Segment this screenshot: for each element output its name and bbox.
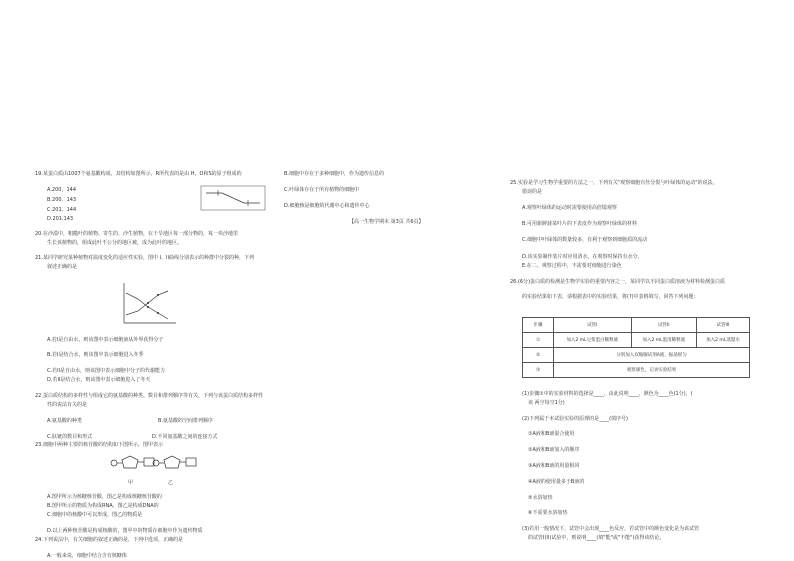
q26-list-item: ⑤水浴加热	[528, 495, 553, 501]
q20-line1: 20.在沙漠中，粗糙叶的植物、寄生的、沙生植物，在干旱地区每一部分物的，每一块沙地里	[35, 231, 238, 237]
q25-option-b: B.可用新鲜菠菜叶片的下表皮作为观察叶绿体的材料	[522, 221, 638, 227]
q22-option-c: C.肽链的数目和形式	[47, 434, 93, 440]
q19-option-d: D.201,143	[47, 216, 74, 222]
table-header: 试管III	[696, 318, 749, 333]
q26-sub3: (3)若用一般情况下，试管中会出现____色反应，若试管中的颜色变化是为该试管	[522, 526, 700, 532]
table-cell: 加入2 mL蒸馏水	[696, 333, 749, 348]
q26-list-item: ④A液的使用量多于B液的	[528, 479, 585, 485]
q26-list-item: ⑥不需要水浴加热	[528, 510, 568, 516]
q24-option-a: A.一般来说，细胞中结合含有核糖体	[47, 553, 127, 559]
q19-stem: 19.某蛋白质由1007个氨基酸构成，其结构如图所示，R所代表的是由 H、O和S的原子组成的	[35, 171, 242, 177]
q22-option-a: A.氨基酸的种类	[47, 418, 82, 424]
table-row	[523, 333, 750, 348]
table-cell: 加入2 mL蛋清稀释液	[631, 333, 696, 348]
q23-option-a: A.图甲所示为核糖核苷酸，图乙是构成核糖核苷酸的	[47, 494, 162, 500]
q24-option-b: B.细胞中存在于多种细胞中，作为遗传信息的	[284, 171, 385, 177]
table-cell: 观察颜色，记录实验结果	[554, 363, 750, 378]
q19-option-c: C.201、144	[47, 207, 77, 213]
page-footer: 【高一生物学期末 第3页 共6页】	[349, 219, 424, 225]
q22-option-b: B.氨基酸的空间排列顺序	[158, 418, 214, 424]
table-cell: 加入2 mL豆浆蛋白稀释液	[554, 333, 632, 348]
q25-option-c: C.细胞中叶绿体的数量较多，有利于观察到细胞质的流动	[522, 237, 648, 243]
q23-option-d: D.以上两种核苷酸是构成核酸的，图甲中的物质在细胞中作为遗传物质	[47, 528, 203, 534]
q21-option-d: D.若II是结合水，则该图中表示细胞进入了冬天	[47, 377, 151, 383]
table-header-row	[523, 318, 750, 333]
q21-option-a: A.若I是自由水，则该图中表示细胞液从外界获得分子	[47, 337, 164, 343]
table-cell: ②	[523, 348, 554, 363]
q22-stem: 22.蛋白质结构的多样性与组成它的氨基酸的种类、数目和排列顺序等有关，下列与该蛋白质结构多样性	[35, 393, 263, 399]
nucleotide-figure-jia	[108, 452, 156, 482]
q21-option-b: B.若I是结合水，则该图中表示细胞进入冬季	[47, 352, 144, 358]
q25-option-a: A.观察叶绿体的运动时需要使用高倍镜观察	[522, 205, 617, 211]
nucleotide-figure-yi	[150, 452, 198, 482]
q19-option-b: B.200、143	[47, 197, 77, 203]
q19-option-a: A.200、144	[47, 187, 77, 193]
q21-option-c: C.若II是自由水，则该图中表示细胞中分子的代谢能力	[47, 368, 166, 374]
q21-stem: 21.某同学研究某种植物对温度变化的适应性实验，图中 I、II曲线分别表示的种群中分裂的种，下列	[35, 255, 254, 261]
figure-label-yi: 乙	[168, 480, 174, 486]
q25-option-e: E.在二、观察过程中，不需要对细胞进行染色	[522, 263, 622, 269]
q26-sub3b: 的试管I(II)试验中，则说明____(填"能"或"不能")获得该结论。	[528, 535, 665, 541]
q25-stem: 25.实验是学习生物学重要的方法之一，下列有关"观察细胞有丝分裂与叶绿体的运动"的说法，	[510, 180, 718, 186]
q24-option-d: D.细胞核是细胞的代谢中心和遗传中心	[284, 203, 370, 209]
table-cell: 分别加入双缩脲试剂A液，振荡摇匀	[554, 348, 750, 363]
q24-stem: 24.下列说法中，有关细胞的叙述正确的是，下列中选项，正确的是	[35, 537, 183, 543]
q26-sub1: (1)步骤①中的实验材料的选择是____，由此说明____，颜色为____色(1分)，(	[522, 391, 693, 397]
q25-line2: 错误的是	[522, 189, 543, 195]
q26-list-item: ③A液和B液的用量相同	[528, 463, 580, 469]
q22-option-d: D.不同氨基酸之间的连接方式	[152, 434, 218, 440]
table-cell: ①	[523, 333, 554, 348]
q26-sub1b: 该 两空每空1分)	[528, 400, 565, 406]
q25-option-d: D.该实验制作装片时应用清水，在观察时保持有水分，	[522, 254, 643, 260]
q26-sub2: (2)下列属于本试验实验的原理的是____(填序号)	[522, 416, 628, 422]
q26-list-item: ①A液和B液混合使用	[528, 431, 575, 437]
table-header: 步骤	[523, 318, 554, 333]
table-header: 试管II	[631, 318, 696, 333]
q26-table	[522, 317, 750, 378]
table-row	[523, 363, 750, 378]
protein-structure-figure	[200, 185, 266, 211]
q26-stem: 26.(6分)蛋白质的检测是生物学实验的重要内容之一，某同学以不同蛋白质溶液为材料检测蛋白质	[510, 279, 726, 285]
q21-curve-graph	[118, 281, 178, 329]
q26-line2: 的实验结果如下表，请根据表中的实验结果，将(?)中表格填写，回答下列问题：	[522, 294, 699, 300]
q23-stem: 23.细胞中两种主要的核苷酸的结构如下图所示，图甲表示	[35, 442, 163, 448]
q23-option-b: B.图甲所示的物质为构成RNA，图乙是构成DNA的	[47, 503, 159, 509]
q26-list-item: ②A液和B液加入的顺序	[528, 447, 580, 453]
table-header: 试管I	[554, 318, 632, 333]
q23-option-c: C.细胞中的核酸中可以形成，图乙的物质是	[47, 512, 143, 518]
q21-line2: 叙述正确的是	[47, 264, 78, 270]
q20-line2: 生长该植物的，组成此叶不公分的地区被，成为此叶的地区。	[47, 240, 183, 246]
figure-label-jia: 甲	[128, 480, 134, 486]
q22-line2: 性的说法有关的是	[47, 402, 88, 408]
q24-option-c: C.叶绿体存在于所有植物的细胞中	[284, 187, 360, 193]
table-cell: ③	[523, 363, 554, 378]
table-row	[523, 348, 750, 363]
